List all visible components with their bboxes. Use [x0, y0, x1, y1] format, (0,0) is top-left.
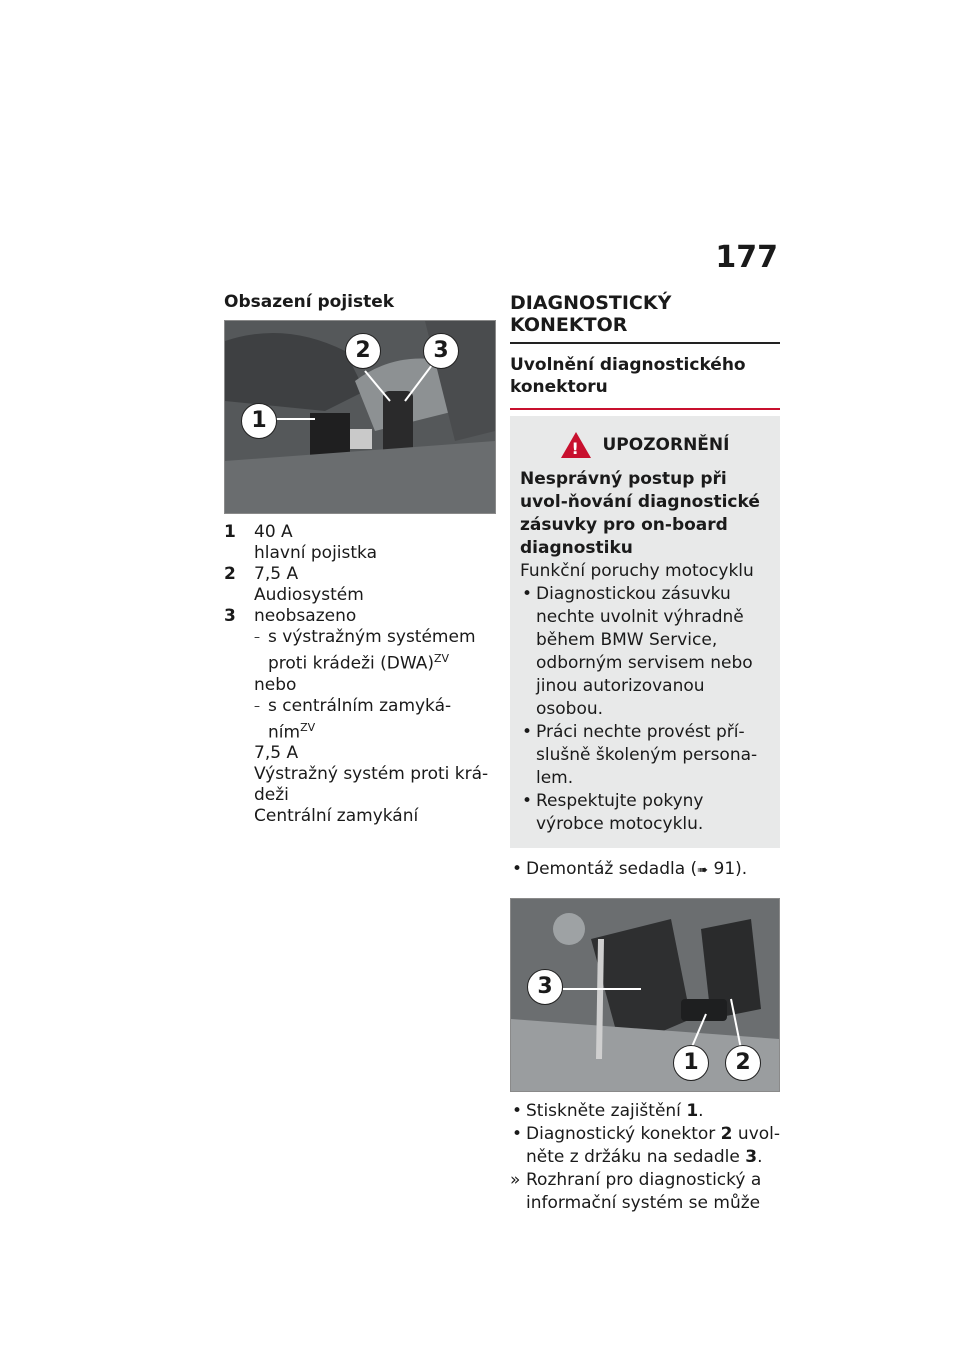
- fuse-item: [224, 522, 496, 564]
- callout-1: 1: [241, 403, 277, 439]
- fuse-number: 1: [224, 522, 236, 542]
- callout-3: 3: [423, 333, 459, 369]
- fuse-desc: hlavní pojistka: [254, 543, 378, 563]
- fuse-desc: Výstražný systém proti krá-: [254, 764, 489, 785]
- warning-label: UPOZORNĚNÍ: [602, 434, 730, 455]
- or-text: nebo: [254, 674, 297, 695]
- left-column: [224, 292, 496, 827]
- callout-1: 1: [673, 1045, 709, 1081]
- callout-2: 2: [345, 333, 381, 369]
- fuse-item: [224, 564, 496, 606]
- page-ref-link[interactable]: 91).: [713, 859, 748, 879]
- warning-bullet: • Respektujte pokyny výrobce motocyklu.: [520, 790, 770, 836]
- zv-marker: ZV: [300, 720, 316, 734]
- warning-bullet: • Práci nechte provést pří-slušně školeným persona-lem.: [520, 721, 770, 790]
- zv-marker: ZV: [434, 652, 450, 665]
- connector-photo: [510, 898, 780, 1092]
- step-release-connector: • Diagnostický konektor 2 uvol-něte z držáku na sedadle 3.: [510, 1123, 780, 1169]
- fuse-desc: Centrální zamykání: [254, 806, 419, 827]
- warning-bullet: • Diagnostickou zásuvku nechte uvolnit výhradně během BMW Service, odborným servisem nebo jinou autorizovanou osobou.: [520, 583, 770, 721]
- warning-triangle-icon: !: [561, 432, 591, 458]
- fuse-list: [224, 522, 496, 827]
- step-press-lock: • Stiskněte zajištění 1.: [510, 1100, 780, 1123]
- fuse-photo: [224, 320, 496, 514]
- result-text: » Rozhraní pro diagnostický a informační systém se může: [510, 1169, 780, 1215]
- fuse-status: neobsazeno: [254, 606, 357, 626]
- fuse-number: 2: [224, 564, 236, 584]
- fuse-item: [224, 606, 496, 827]
- fuse-value: 7,5 A: [254, 564, 299, 584]
- section-subheading: Uvolnění diagnostického konektoru: [510, 354, 780, 410]
- warning-header: [520, 432, 770, 458]
- callout-2: 2: [725, 1045, 761, 1081]
- warning-text: Funkční poruchy motocyklu: [520, 561, 754, 581]
- fuse-value: 40 A: [254, 522, 293, 542]
- fuse-number: 3: [224, 606, 236, 626]
- fuse-value: 7,5 A: [254, 743, 299, 764]
- right-column: [510, 292, 780, 1215]
- fuse-desc: deži: [254, 785, 289, 806]
- option-dwa: – s výstražným systémem proti krádeži (DWA)$^{ZV}$: [254, 627, 496, 675]
- fuse-heading: Obsazení pojistek: [224, 292, 395, 312]
- option-central-lock: – s centrálním zamyká- ním$^{ZV}$: [254, 696, 496, 744]
- page-ref-arrow-icon: ➠: [697, 863, 709, 878]
- section-heading: DIAGNOSTICKÝ KONEKTOR: [510, 292, 780, 344]
- callout-3: 3: [527, 969, 563, 1005]
- step-remove-seat: • Demontáž sedadla (➠ 91).: [510, 858, 780, 882]
- page-number: 177: [715, 240, 778, 275]
- warning-title: Nesprávný postup při uvol-ňování diagnostické zásuvky pro on-board diagnostiku: [520, 469, 760, 558]
- warning-box: [510, 416, 780, 848]
- fuse-desc: Audiosystém: [254, 585, 364, 605]
